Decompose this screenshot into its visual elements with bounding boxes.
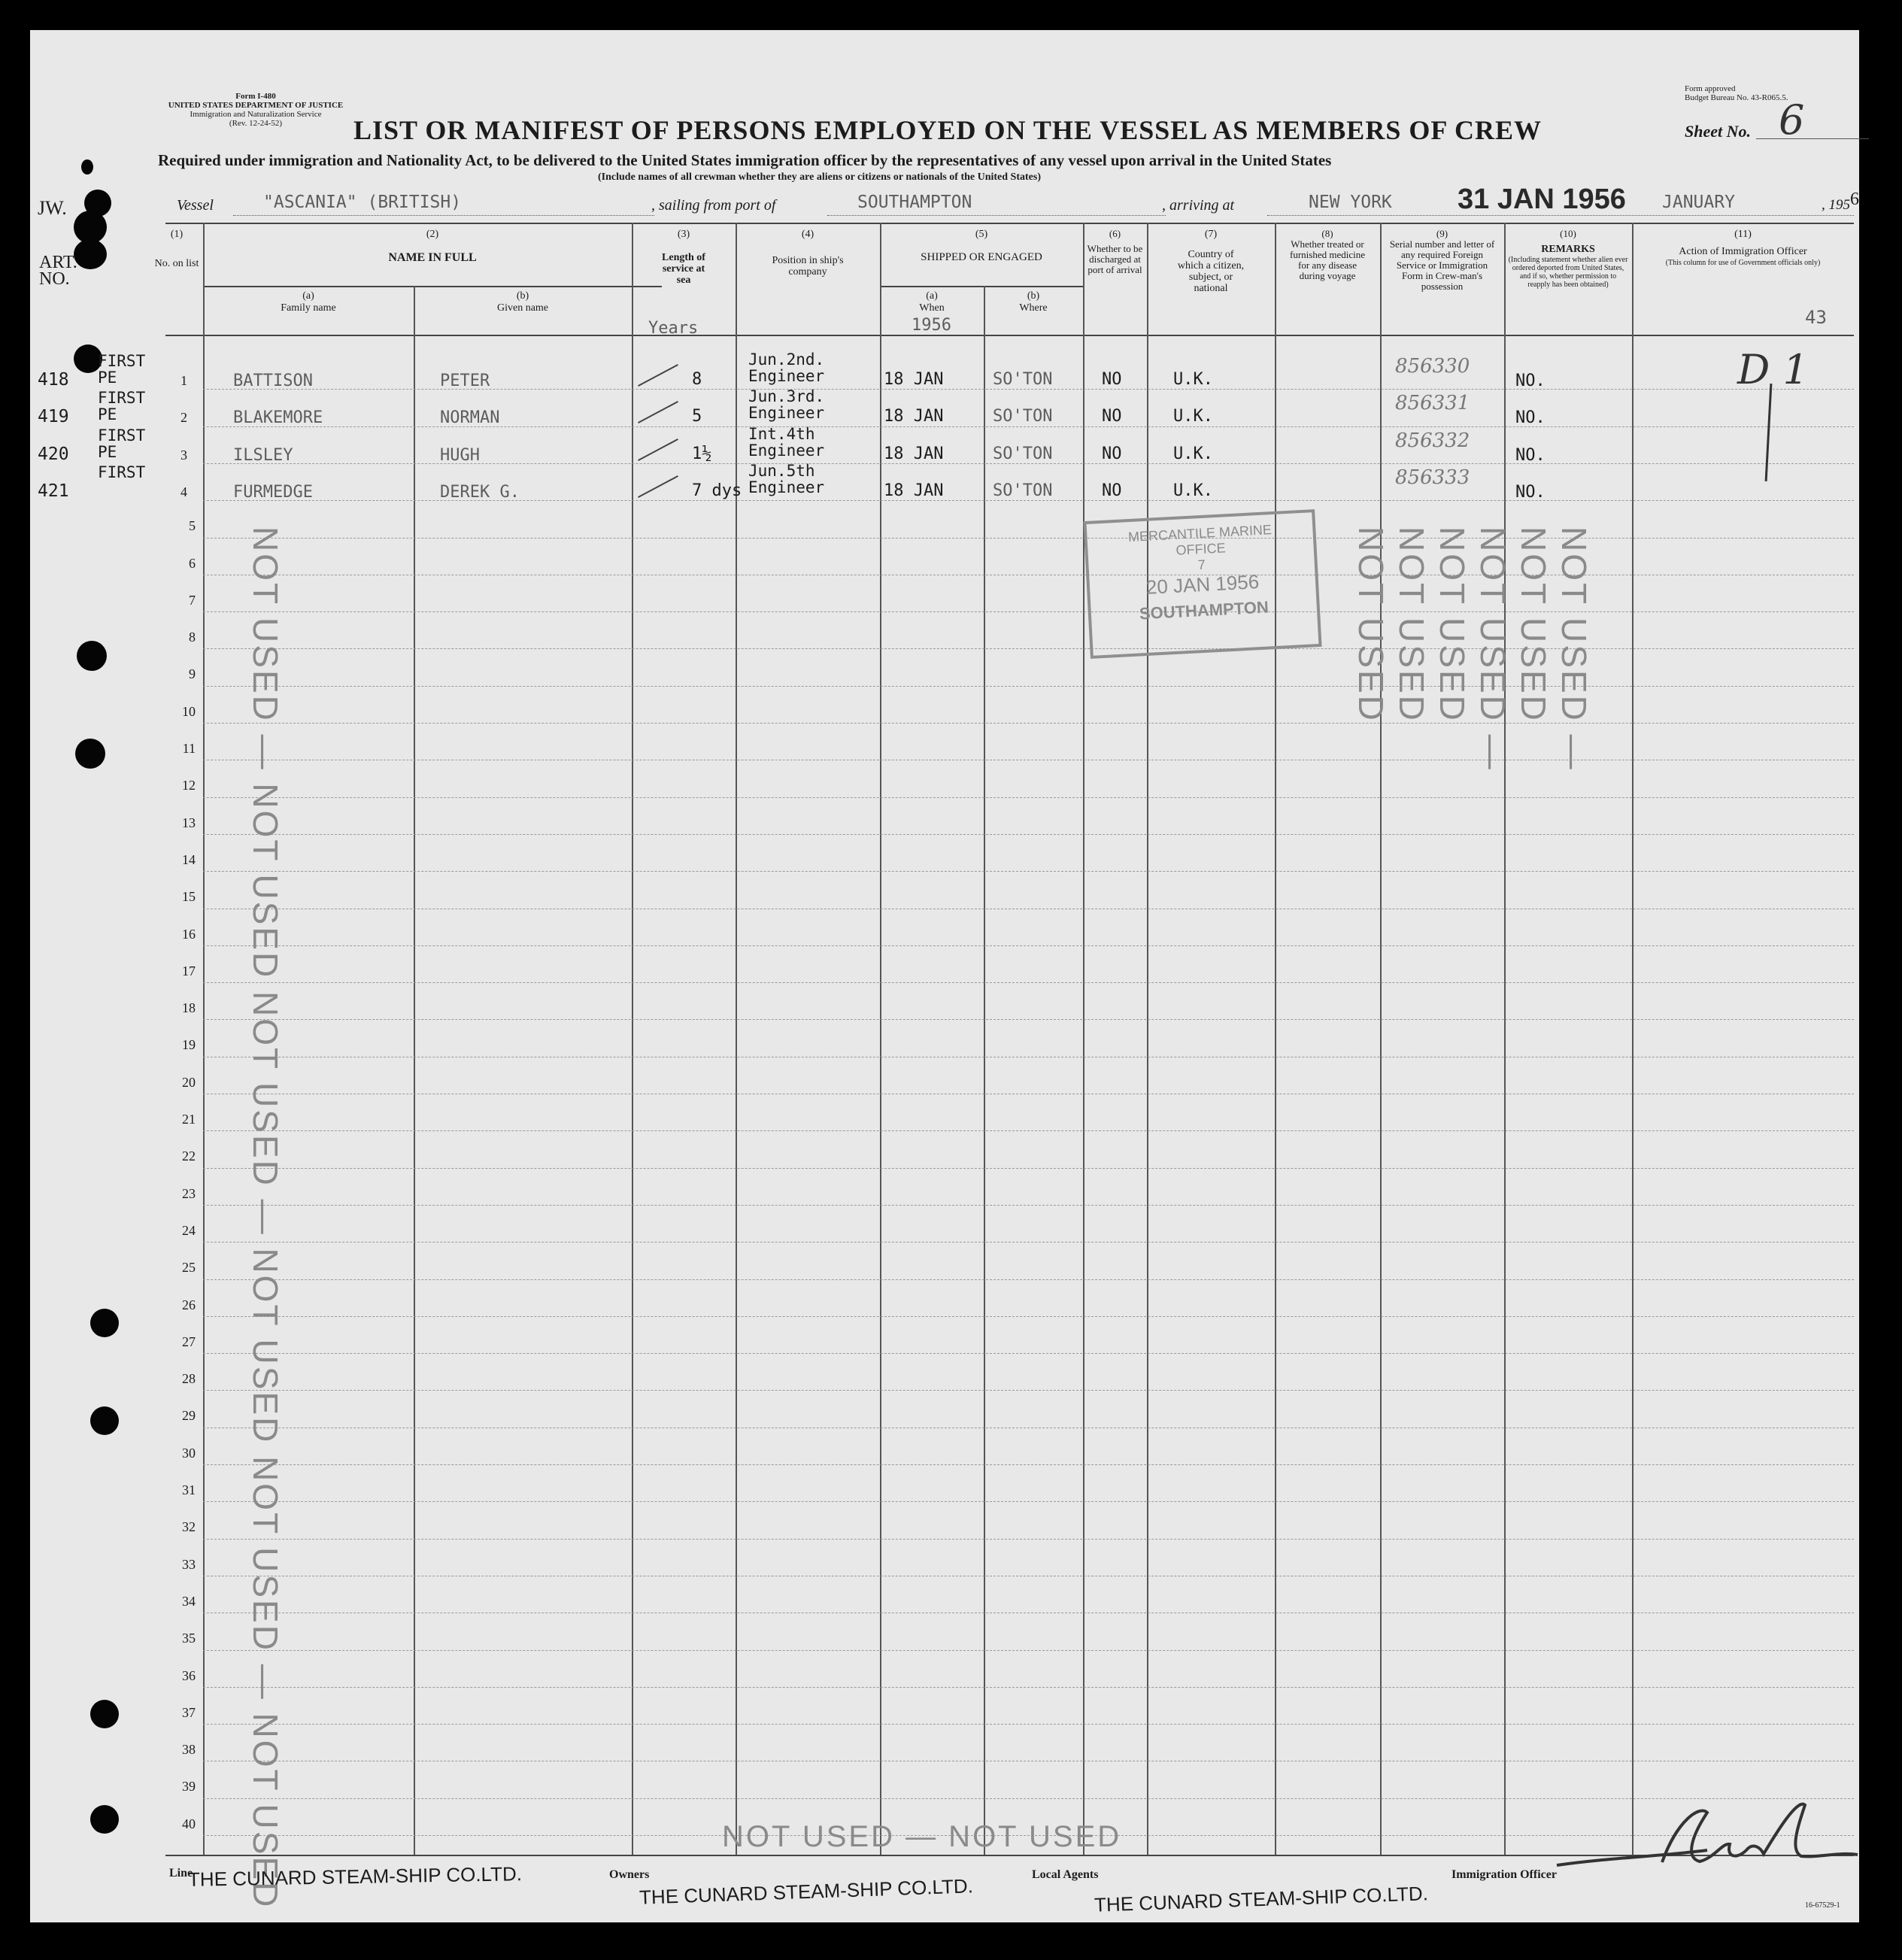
col7-header: (7) Country of which a citizen, subject, or national bbox=[1177, 229, 1245, 294]
not-used-stamp-left: NOT USED — NOT USED NOT USED — NOT USED NOT USED — NOT USED bbox=[246, 526, 285, 1910]
shipped-date: 18 JAN bbox=[884, 407, 944, 426]
jw-mark: JW. bbox=[38, 197, 67, 219]
family-name: BLAKEMORE bbox=[233, 408, 323, 428]
arrival-port: NEW YORK bbox=[1309, 193, 1392, 212]
arrival-date-stamp: 31 JAN 1956 bbox=[1458, 184, 1626, 215]
art-no-label: ART. NO. bbox=[39, 253, 77, 289]
rating-label: FIRST bbox=[98, 426, 146, 444]
discharge-flag: NO bbox=[1102, 407, 1122, 426]
table-top-rule bbox=[165, 223, 1854, 224]
check-tick bbox=[638, 438, 678, 461]
shipped-date: 18 JAN bbox=[884, 481, 944, 500]
row-rule bbox=[203, 834, 1854, 835]
shipped-port: SO'TON bbox=[993, 407, 1053, 426]
position-title: Engineer bbox=[748, 367, 825, 385]
row-rule bbox=[203, 1168, 1854, 1169]
agents-company: THE CUNARD STEAM-SHIP CO.LTD. bbox=[1094, 1882, 1429, 1916]
remarks-value: NO. bbox=[1515, 372, 1546, 390]
port-underline bbox=[827, 215, 1166, 216]
serial-number: 856332 bbox=[1395, 429, 1470, 452]
check-tick bbox=[638, 364, 678, 387]
form-number: Form I-480 bbox=[235, 92, 276, 101]
family-name: ILSLEY bbox=[233, 445, 293, 465]
form-approved: Form approved Budget Bureau No. 43-R065.5. bbox=[1685, 84, 1788, 102]
column-rule bbox=[880, 223, 881, 1855]
position-rank: Jun.3rd. bbox=[748, 387, 825, 406]
column-rule bbox=[984, 286, 985, 1855]
col2-header: (2) NAME IN FULL bbox=[388, 229, 477, 264]
column-rule bbox=[1504, 223, 1506, 1855]
given-name: DEREK G. bbox=[440, 482, 520, 502]
vessel-label: Vessel bbox=[177, 197, 214, 214]
citizenship: U.K. bbox=[1173, 407, 1213, 426]
art-number: 421 bbox=[38, 481, 69, 501]
check-tick bbox=[638, 475, 678, 498]
row-rule bbox=[203, 1501, 1854, 1502]
punch-hole bbox=[90, 1700, 119, 1728]
position-title: Engineer bbox=[748, 478, 825, 496]
row-rule bbox=[203, 686, 1854, 687]
column-rule bbox=[1083, 223, 1084, 1855]
citizenship: U.K. bbox=[1173, 444, 1213, 463]
row-rule bbox=[203, 1687, 1854, 1688]
col1-header: (1) No. on list bbox=[154, 229, 199, 269]
punch-hole bbox=[77, 641, 107, 671]
column-rule bbox=[203, 223, 205, 1855]
row-number: 13 bbox=[182, 815, 196, 830]
column-rule bbox=[1147, 223, 1148, 1855]
shipped-date: 18 JAN bbox=[884, 444, 944, 463]
row-rule bbox=[203, 982, 1854, 983]
service-length: 8 bbox=[692, 370, 702, 389]
row-number: 19 bbox=[182, 1037, 196, 1053]
col8-header: (8) Whether treated or furnished medicine for any disease during voyage bbox=[1290, 228, 1365, 281]
serial-number: 856330 bbox=[1395, 355, 1470, 378]
row-number: 17 bbox=[182, 963, 196, 978]
row-number: 23 bbox=[182, 1185, 196, 1201]
shipped-port: SO'TON bbox=[993, 370, 1053, 389]
arriving-label: , arriving at bbox=[1162, 197, 1235, 214]
position-rank: Int.4th bbox=[748, 424, 815, 443]
col6-header: (6) Whether to be discharged at port of arrival bbox=[1087, 228, 1143, 275]
sailing-label: , sailing from port of bbox=[651, 197, 776, 214]
departure-port: SOUTHAMPTON bbox=[857, 193, 972, 212]
remarks-value: NO. bbox=[1515, 408, 1546, 428]
row-number: 20 bbox=[182, 1074, 196, 1090]
pe-label: PE bbox=[98, 405, 117, 424]
row-number: 2 bbox=[180, 410, 187, 426]
row-rule bbox=[203, 1019, 1854, 1020]
row-number: 38 bbox=[182, 1742, 196, 1758]
row-rule bbox=[203, 500, 1854, 501]
not-used-stamp-bottom: NOT USED — NOT USED bbox=[722, 1820, 1122, 1853]
column-rule bbox=[736, 223, 737, 1855]
row-rule bbox=[203, 871, 1854, 872]
col3-header: (3) Length of service at sea bbox=[662, 229, 705, 286]
header-bottom-rule bbox=[165, 335, 1854, 336]
row-number: 9 bbox=[189, 666, 196, 682]
shipped-date: 18 JAN bbox=[884, 370, 944, 389]
row-number: 24 bbox=[182, 1222, 196, 1238]
row-number: 37 bbox=[182, 1704, 196, 1720]
row-number: 25 bbox=[182, 1260, 196, 1276]
col2a-header: (a) Family name bbox=[281, 290, 336, 314]
row-number: 31 bbox=[182, 1482, 196, 1497]
row-rule bbox=[203, 1390, 1854, 1391]
art-number: 419 bbox=[38, 407, 69, 427]
row-rule bbox=[203, 1279, 1854, 1280]
service-length: 7 dys bbox=[692, 481, 742, 500]
row-number: 10 bbox=[182, 703, 196, 719]
row-rule bbox=[203, 611, 1854, 612]
art-number: 420 bbox=[38, 444, 69, 464]
col5-header: (5) SHIPPED OR ENGAGED bbox=[921, 229, 1042, 263]
mercantile-marine-stamp: MERCANTILE MARINE OFFICE 7 20 JAN 1956 SOUTHAMPTON bbox=[1083, 509, 1321, 659]
position-rank: Jun.2nd. bbox=[748, 350, 825, 369]
discharge-flag: NO bbox=[1102, 444, 1122, 463]
col10-header: (10) REMARKS (Including statement whether alien ever ordered deported from United States, and if so, whether permission to reapply has been obtained) bbox=[1508, 228, 1628, 289]
row-number: 27 bbox=[182, 1333, 196, 1349]
line-company: THE CUNARD STEAM-SHIP CO.LTD. bbox=[187, 1862, 523, 1891]
column-rule bbox=[1275, 223, 1276, 1855]
family-name: BATTISON bbox=[233, 372, 313, 390]
row-number: 1 bbox=[180, 373, 187, 388]
column-rule bbox=[414, 286, 415, 1855]
position-title: Engineer bbox=[748, 404, 825, 423]
row-rule bbox=[203, 389, 1854, 390]
row-number: 16 bbox=[182, 926, 196, 942]
form-title: LIST OR MANIFEST OF PERSONS EMPLOYED ON THE VESSEL AS MEMBERS OF CREW bbox=[353, 115, 1542, 145]
row-number: 30 bbox=[182, 1445, 196, 1461]
rating-label: FIRST bbox=[98, 463, 146, 481]
row-rule bbox=[203, 1205, 1854, 1206]
punch-hole bbox=[75, 739, 105, 769]
col4-header: (4) Position in ship's company bbox=[772, 229, 844, 278]
punch-hole bbox=[90, 1805, 119, 1834]
row-number: 40 bbox=[182, 1816, 196, 1831]
given-name: HUGH bbox=[440, 445, 480, 465]
row-rule bbox=[203, 723, 1854, 724]
service-length: 1½ bbox=[692, 444, 712, 463]
discharge-flag: NO bbox=[1102, 481, 1122, 500]
row-number: 14 bbox=[182, 851, 196, 867]
punch-hole bbox=[81, 159, 93, 174]
shipped-year: 1956 bbox=[912, 316, 951, 335]
form-subtitle: Required under immigration and Nationality Act, to be delivered to the United States immigration officer by the representatives of any vessel upon arrival in the United States bbox=[158, 151, 1332, 169]
subheader-rule bbox=[203, 286, 662, 287]
position-rank: Jun.5th bbox=[748, 461, 815, 480]
row-rule bbox=[203, 1464, 1854, 1465]
row-number: 32 bbox=[182, 1519, 196, 1535]
serial-number: 856331 bbox=[1395, 392, 1470, 415]
row-rule bbox=[203, 648, 1854, 649]
row-number: 4 bbox=[180, 484, 187, 499]
owners-company: THE CUNARD STEAM-SHIP CO.LTD. bbox=[639, 1874, 974, 1909]
service-unit: Years bbox=[648, 319, 699, 338]
vessel-underline bbox=[233, 215, 654, 216]
row-rule bbox=[203, 1539, 1854, 1540]
citizenship: U.K. bbox=[1173, 481, 1213, 500]
row-rule bbox=[203, 1724, 1854, 1725]
row-rule bbox=[203, 1650, 1854, 1651]
row-number: 8 bbox=[189, 630, 196, 645]
form-header-block bbox=[158, 92, 353, 128]
row-number: 35 bbox=[182, 1631, 196, 1646]
service-length: 5 bbox=[692, 407, 702, 426]
citizenship: U.K. bbox=[1173, 370, 1213, 389]
pe-label: PE bbox=[98, 369, 117, 387]
row-number: 39 bbox=[182, 1779, 196, 1795]
col9-header: (9) Serial number and letter of any required Foreign Service or Immigration Form in Crew-man's possession bbox=[1389, 228, 1495, 292]
row-number: 12 bbox=[182, 778, 196, 793]
col2b-header: (b) Given name bbox=[496, 290, 549, 314]
service-name: Immigration and Naturalization Service bbox=[190, 110, 322, 119]
row-number: 34 bbox=[182, 1593, 196, 1609]
row-rule bbox=[203, 945, 1854, 946]
sheet-number-value: 6 bbox=[1779, 96, 1805, 144]
column-rule bbox=[1380, 223, 1382, 1855]
row-number: 21 bbox=[182, 1112, 196, 1127]
year-prefix: , 195 bbox=[1822, 197, 1850, 213]
remarks-value: NO. bbox=[1515, 482, 1546, 502]
local-agents-label: Local Agents bbox=[1032, 1868, 1099, 1881]
line-label: Line bbox=[169, 1867, 193, 1880]
rating-label: FIRST bbox=[98, 389, 146, 408]
row-rule bbox=[203, 538, 1854, 539]
officer-count: 43 bbox=[1805, 307, 1827, 328]
row-number: 5 bbox=[189, 518, 196, 534]
form-note: (Include names of all crewman whether they are aliens or citizens or nationals of the United States) bbox=[598, 171, 1041, 183]
row-number: 3 bbox=[180, 447, 187, 463]
shipped-port: SO'TON bbox=[993, 444, 1053, 463]
manifest-sheet bbox=[30, 30, 1859, 1922]
position-title: Engineer bbox=[748, 441, 825, 460]
row-number: 33 bbox=[182, 1556, 196, 1572]
rating-label: FIRST bbox=[98, 352, 146, 370]
row-number: 29 bbox=[182, 1408, 196, 1424]
row-number: 6 bbox=[189, 555, 196, 571]
officer-label: Immigration Officer bbox=[1452, 1868, 1557, 1881]
row-number: 18 bbox=[182, 1000, 196, 1016]
col11-header: (11) Action of Immigration Officer (This column for use of Government officials only) bbox=[1665, 229, 1821, 267]
shipped-port: SO'TON bbox=[993, 481, 1053, 500]
given-name: NORMAN bbox=[440, 408, 500, 428]
vessel-name: "ASCANIA" (BRITISH) bbox=[263, 193, 462, 212]
row-number: 26 bbox=[182, 1297, 196, 1312]
not-used-stamp-right: NOT USED — NOT USED NOT USED — NOT USED NOT USED NOT USED bbox=[1351, 526, 1594, 772]
punch-hole bbox=[90, 1406, 119, 1435]
col5b-header: (b) Where bbox=[1019, 290, 1048, 314]
col5a-header: (a) When bbox=[919, 290, 945, 314]
form-revision: (Rev. 12-24-52) bbox=[229, 119, 283, 128]
sheet-number bbox=[1756, 104, 1869, 139]
given-name: PETER bbox=[440, 372, 490, 390]
art-number: 418 bbox=[38, 370, 69, 390]
year-suffix: 6 bbox=[1850, 190, 1859, 209]
column-rule bbox=[1632, 223, 1634, 1855]
officer-mark: D 1 bbox=[1737, 346, 1809, 393]
row-number: 15 bbox=[182, 889, 196, 905]
family-name: FURMEDGE bbox=[233, 482, 313, 502]
sheet-label: Sheet No. bbox=[1685, 122, 1751, 141]
row-number: 28 bbox=[182, 1371, 196, 1387]
pe-label: PE bbox=[98, 442, 117, 461]
subheader-rule-5 bbox=[880, 286, 1083, 287]
row-number: 36 bbox=[182, 1667, 196, 1683]
owners-label: Owners bbox=[609, 1868, 650, 1881]
department-name: UNITED STATES DEPARTMENT OF JUSTICE bbox=[168, 101, 344, 110]
row-number: 22 bbox=[182, 1148, 196, 1164]
row-number: 7 bbox=[189, 592, 196, 608]
row-rule bbox=[203, 426, 1854, 427]
serial-number: 856333 bbox=[1395, 466, 1470, 489]
row-number: 11 bbox=[182, 741, 196, 756]
officer-check-line bbox=[1765, 384, 1773, 481]
row-rule bbox=[203, 463, 1854, 464]
remarks-value: NO. bbox=[1515, 445, 1546, 465]
discharge-flag: NO bbox=[1102, 370, 1122, 389]
column-rule bbox=[632, 223, 633, 1855]
punch-hole bbox=[90, 1309, 119, 1337]
row-rule bbox=[203, 1353, 1854, 1354]
row-rule bbox=[203, 797, 1854, 798]
row-rule bbox=[203, 1130, 1854, 1131]
check-tick bbox=[638, 401, 678, 423]
officer-signature bbox=[1549, 1790, 1865, 1880]
print-code: 16-67529-1 bbox=[1805, 1901, 1840, 1910]
row-rule bbox=[203, 1316, 1854, 1317]
arrival-month: JANUARY bbox=[1662, 193, 1735, 212]
